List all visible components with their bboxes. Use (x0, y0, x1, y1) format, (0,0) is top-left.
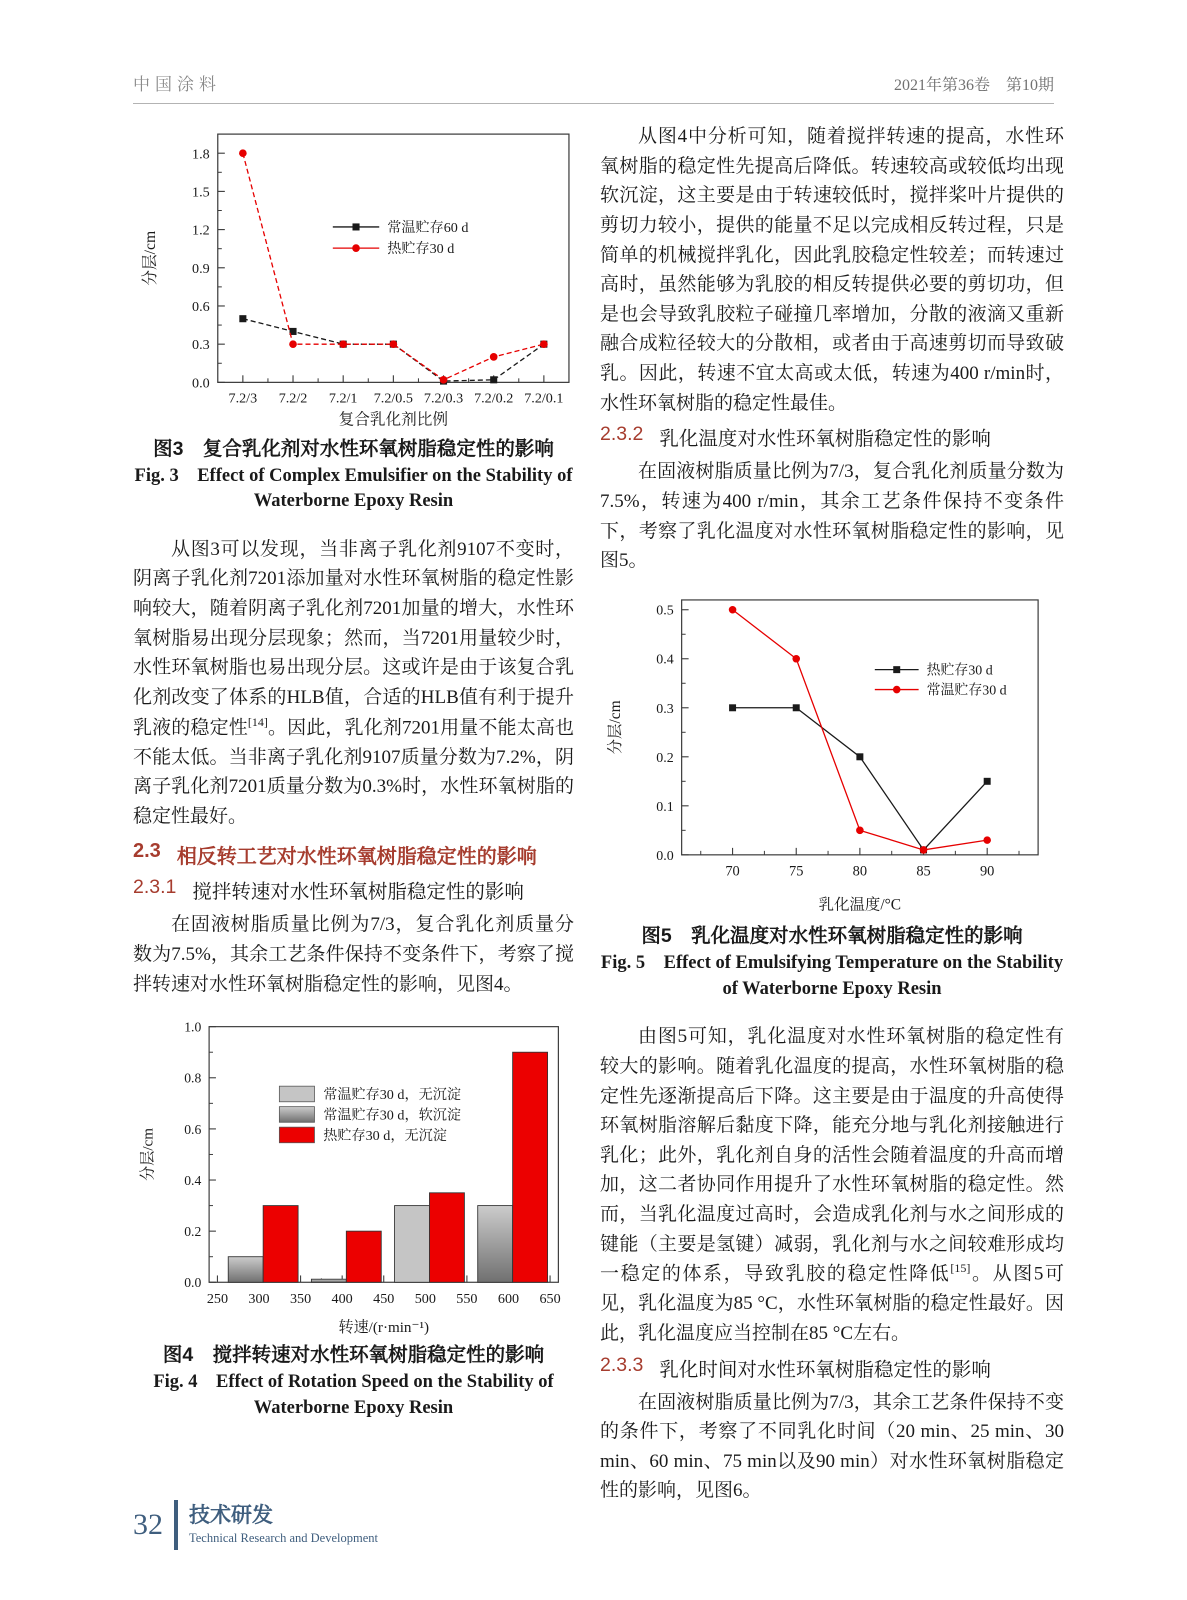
svg-text:0.1: 0.1 (656, 799, 674, 815)
figure-5-caption-en-line1: Fig. 5 Effect of Emulsifying Temperature on the Stability (600, 953, 1064, 974)
svg-text:7.2/1: 7.2/1 (328, 390, 358, 407)
svg-text:550: 550 (456, 1291, 478, 1308)
svg-text:1.0: 1.0 (184, 1019, 202, 1035)
svg-text:0.4: 0.4 (656, 652, 674, 668)
heading-2-3-2-number: 2.3.2 (600, 423, 644, 446)
paragraph-2-3-3: 在固液树脂质量比例为7/3，其余工艺条件保持不变的条件下，考察了不同乳化时间（20 min、25 min、30 min、60 min、75 min以及90 min）对水性环氧树脂稳定性的影响，见图6。 (600, 1391, 1064, 1502)
paragraph-fig5-analysis: 由图5可知，乳化温度对水性环氧树脂的稳定性有较大的影响。随着乳化温度的提高，水性环氧树脂的稳定性先逐渐提高后下降。这主要是由于温度的升高使得环氧树脂溶解后黏度下降，能充分地与乳化剂接触进行乳化；此外，乳化剂自身的活性会随着温度的升高而增加，这二者协同作用提升了水性环氧树脂的稳定性。然而，当乳化温度过高时，会造成乳化剂与水之间形成的键能（主要是氢键）减弱，乳化剂与水之间较难形成均一稳定的体系，导致乳胶的稳定性降低[15]。从图5可见，乳化温度为85 °C，水性环氧树脂的稳定性最好。因此，乳化温度应当控制在85 °C左右。 (600, 1026, 1064, 1344)
svg-text:600: 600 (497, 1291, 520, 1308)
heading-2-3-3 (600, 1354, 1064, 1382)
svg-text:0.0: 0.0 (184, 1275, 202, 1291)
heading-2-3-1-title: 搅拌转速对水性环氧树脂稳定性的影响 (192, 882, 524, 904)
svg-text:85: 85 (916, 863, 931, 880)
heading-2-3-2 (600, 423, 1064, 451)
svg-text:0.0: 0.0 (656, 848, 674, 864)
svg-text:0.6: 0.6 (192, 299, 210, 316)
svg-text:450: 450 (373, 1291, 395, 1308)
right-column (600, 122, 1064, 1510)
svg-text:7.2/0.2: 7.2/0.2 (474, 390, 514, 407)
svg-text:热贮存30 d: 热贮存30 d (926, 663, 993, 679)
figure-5-caption-cn: 图5 乳化温度对水性环氧树脂稳定性的影响 (641, 925, 1023, 948)
svg-text:7.2/0.1: 7.2/0.1 (524, 390, 564, 407)
header-divider (133, 103, 1054, 104)
paragraph-2-3-1: 在固液树脂质量比例为7/3，复合乳化剂质量分数为7.5%，其余工艺条件保持不变条件下，考察了搅拌转速对水性环氧树脂稳定性的影响，见图4。 (133, 914, 574, 995)
figure-3-caption-en-line1: Fig. 3 Effect of Complex Emulsifier on the Stability of (134, 465, 573, 486)
svg-text:90: 90 (979, 863, 995, 880)
page-content (133, 122, 1064, 1510)
svg-text:0.2: 0.2 (184, 1224, 202, 1240)
figure-5-line-chart (600, 586, 1064, 919)
svg-text:350: 350 (289, 1291, 312, 1308)
heading-2-3-3-title: 乳化时间对水性环氧树脂稳定性的影响 (659, 1359, 991, 1381)
figure-3-caption-en-line2: Waterborne Epoxy Resin (253, 491, 454, 512)
svg-text:7.2/2: 7.2/2 (278, 390, 308, 407)
svg-text:常温贮存60 d: 常温贮存60 d (387, 219, 469, 236)
page-header (133, 70, 1054, 95)
svg-text:转速/(r·min⁻¹): 转速/(r·min⁻¹) (338, 1320, 430, 1337)
heading-2-3-number: 2.3 (133, 840, 161, 863)
svg-text:0.9: 0.9 (192, 260, 210, 277)
figure-4-caption-cn: 图4 搅拌转速对水性环氧树脂稳定性的影响 (162, 1344, 545, 1367)
figure-3-caption (133, 433, 574, 515)
issue-info: 2021年第36卷 第10期 (893, 77, 1054, 94)
svg-text:乳化温度/°C: 乳化温度/°C (818, 896, 902, 914)
svg-text:分层/cm: 分层/cm (142, 230, 160, 286)
heading-2-3-title: 相反转工艺对水性环氧树脂稳定性的影响 (176, 846, 537, 869)
svg-text:1.2: 1.2 (192, 222, 210, 239)
svg-text:0.8: 0.8 (184, 1070, 202, 1086)
journal-name: 中国涂料 (133, 75, 221, 94)
paragraph-fig3-analysis: 从图3可以发现，当非离子乳化剂9107不变时，阴离子乳化剂7201添加量对水性环氧树脂的稳定性影响较大，随着阴离子乳化剂7201加量的增大，水性环氧树脂易出现分层现象；然而，当7201用量较少时，水性环氧树脂也易出现分层。这或许是由于该复合乳化剂改变了体系的HLB值，合适的HLB值有利于提升乳液的稳定性[14]。因此，乳化剂7201用量不能太高也不能太低。当非离子乳化剂9107质量分数为7.2%，阴离子乳化剂7201质量分数为0.3%时，水性环氧树脂的稳定性最好。 (133, 538, 574, 827)
page-footer (133, 1500, 378, 1550)
figure-5 (600, 586, 1064, 1003)
svg-text:复合乳化剂比例: 复合乳化剂比例 (338, 411, 449, 429)
svg-text:7.2/0.3: 7.2/0.3 (423, 390, 464, 407)
svg-text:400: 400 (331, 1291, 353, 1308)
svg-text:0.4: 0.4 (184, 1173, 202, 1189)
svg-text:500: 500 (414, 1291, 436, 1308)
svg-text:热贮存30 d: 热贮存30 d (387, 241, 455, 258)
heading-2-3-1 (133, 876, 574, 904)
svg-text:分层/cm: 分层/cm (606, 700, 624, 755)
page-number: 32 (133, 1508, 163, 1541)
svg-text:0.3: 0.3 (192, 337, 210, 354)
paragraph-fig4-analysis: 从图4中分析可知，随着搅拌转速的提高，水性环氧树脂的稳定性先提高后降低。转速较高或较低均出现软沉淀，这主要是由于转速较低时，搅拌桨叶片提供的剪切力较小，提供的能量不足以完成相反转过程，只是简单的机械搅拌乳化，因此乳胶稳定性较差；而转速过高时，虽然能够为乳胶的相反转提供必要的剪切功，但是也会导致乳胶粒子碰撞几率增加，分散的液滴又重新融合成粒径较大的分散相，或者由于高速剪切而导致破乳。因此，转速不宜太高或太低，转速为400 r/min时，水性环氧树脂的稳定性最佳。 (600, 126, 1064, 414)
svg-text:常温贮存30 d，软沉淀: 常温贮存30 d，软沉淀 (323, 1107, 461, 1124)
svg-text:80: 80 (852, 863, 868, 880)
figure-4 (133, 1013, 574, 1421)
heading-2-3-3-number: 2.3.3 (600, 1353, 644, 1376)
figure-4-caption-en-line2: Waterborne Epoxy Resin (253, 1397, 454, 1418)
svg-text:分层/cm: 分层/cm (140, 1128, 157, 1182)
svg-text:常温贮存30 d: 常温贮存30 d (926, 683, 1007, 699)
figure-3-line-chart (133, 122, 574, 431)
heading-2-3 (133, 840, 574, 869)
svg-text:7.2/0.5: 7.2/0.5 (373, 390, 413, 407)
svg-text:热贮存30 d，无沉淀: 热贮存30 d，无沉淀 (323, 1128, 447, 1145)
footer-divider-bar (174, 1500, 178, 1550)
figure-5-caption (600, 920, 1064, 1002)
footer-section-en: Technical Research and Development (189, 1531, 378, 1546)
svg-text:0.5: 0.5 (656, 603, 674, 619)
svg-text:75: 75 (789, 863, 804, 880)
figure-3 (133, 122, 574, 515)
svg-text:0.6: 0.6 (184, 1122, 202, 1138)
figure-4-caption-en-line1: Fig. 4 Effect of Rotation Speed on the Stability of (153, 1372, 554, 1393)
svg-text:1.8: 1.8 (192, 146, 210, 163)
figure-3-caption-cn: 图3 复合乳化剂对水性环氧树脂稳定性的影响 (153, 437, 554, 460)
footer-section (189, 1504, 378, 1546)
paragraph-2-3-2: 在固液树脂质量比例为7/3，复合乳化剂质量分数为7.5%，转速为400 r/min，其余工艺条件保持不变条件下，考察了乳化温度对水性环氧树脂稳定性的影响，见图5。 (600, 461, 1064, 572)
svg-text:300: 300 (248, 1291, 270, 1308)
figure-4-bar-chart (133, 1013, 574, 1337)
footer-section-cn: 技术研发 (189, 1503, 273, 1527)
svg-text:250: 250 (206, 1291, 229, 1308)
svg-text:0.0: 0.0 (192, 375, 210, 392)
svg-text:0.2: 0.2 (656, 750, 674, 766)
svg-text:常温贮存30 d，无沉淀: 常温贮存30 d，无沉淀 (323, 1087, 461, 1104)
svg-text:7.2/3: 7.2/3 (228, 390, 258, 407)
left-column (133, 122, 574, 1510)
heading-2-3-2-title: 乳化温度对水性环氧树脂稳定性的影响 (659, 429, 991, 451)
svg-text:70: 70 (725, 863, 740, 880)
figure-4-caption (133, 1339, 574, 1421)
svg-text:650: 650 (539, 1291, 561, 1308)
figure-5-caption-en-line2: of Waterborne Epoxy Resin (722, 978, 942, 999)
heading-2-3-1-number: 2.3.1 (133, 876, 177, 899)
svg-text:0.3: 0.3 (656, 701, 674, 717)
svg-text:1.5: 1.5 (192, 184, 210, 201)
